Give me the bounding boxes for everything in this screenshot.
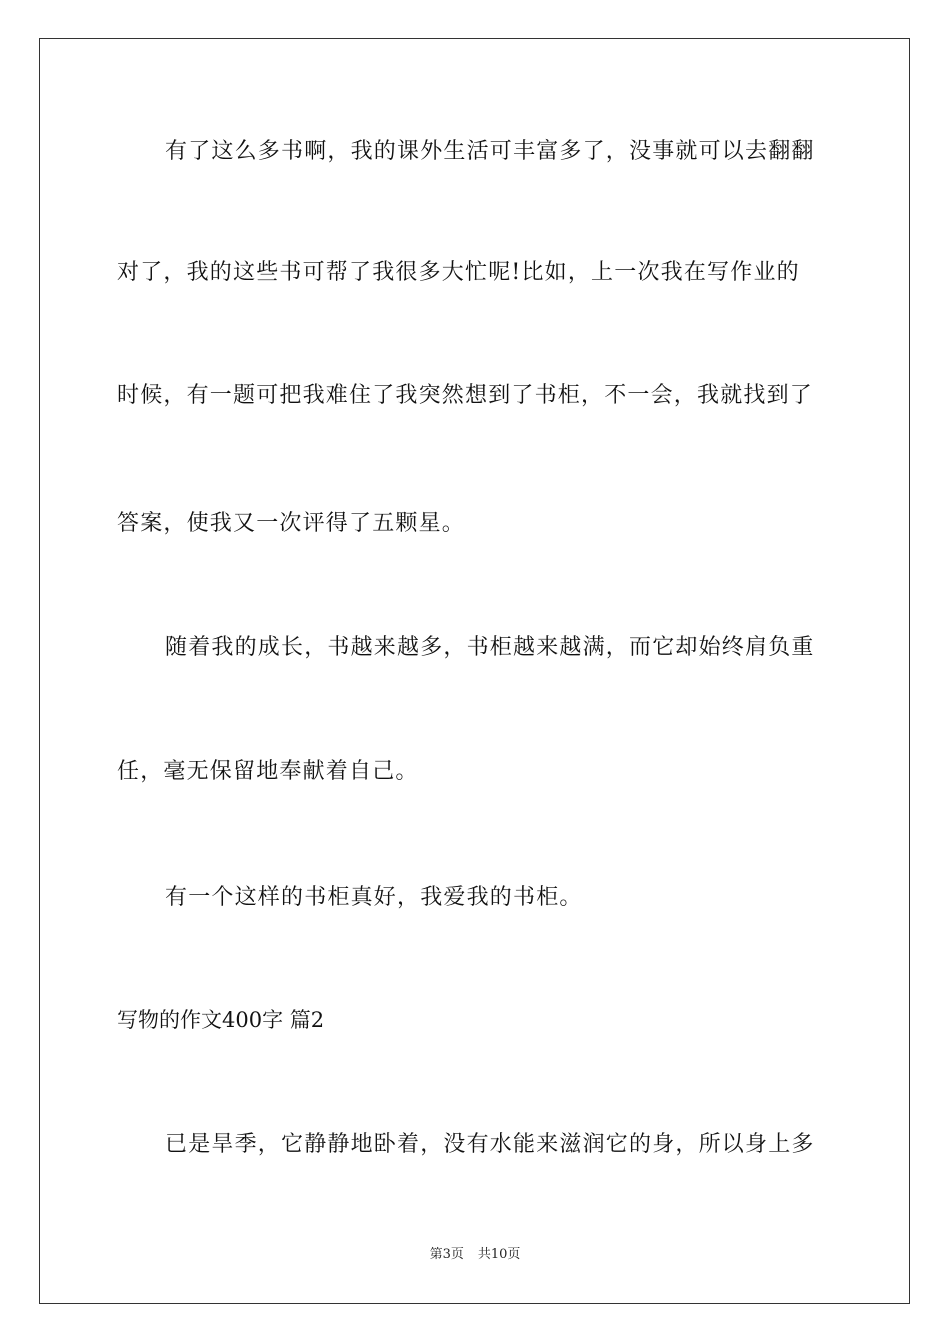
paragraph-line: 对了，我的这些书可帮了我很多大忙呢!比如，上一次我在写作业的 bbox=[117, 260, 800, 285]
page-total: 共10页 bbox=[477, 1247, 521, 1262]
paragraph-line: 时候，有一题可把我难住了我突然想到了书柜，不一会，我就找到了 bbox=[117, 383, 814, 408]
paragraph-line: 已是旱季，它静静地卧着，没有水能来滋润它的身，所以身上多 bbox=[165, 1132, 815, 1157]
section-heading: 写物的作文400字 篇2 bbox=[117, 1008, 325, 1032]
paragraph-line: 有了这么多书啊，我的课外生活可丰富多了，没事就可以去翻翻 bbox=[165, 139, 815, 164]
paragraph-line: 任，毫无保留地奉献着自己。 bbox=[117, 759, 419, 784]
paragraph-line: 有一个这样的书柜真好，我爱我的书柜。 bbox=[165, 885, 583, 910]
paragraph-line: 随着我的成长，书越来越多，书柜越来越满，而它却始终肩负重 bbox=[165, 635, 815, 660]
paragraph-line: 答案，使我又一次评得了五颗星。 bbox=[117, 511, 466, 536]
page-footer bbox=[0, 1246, 950, 1264]
page-number: 第3页 bbox=[429, 1247, 464, 1262]
page-border bbox=[39, 38, 910, 1304]
